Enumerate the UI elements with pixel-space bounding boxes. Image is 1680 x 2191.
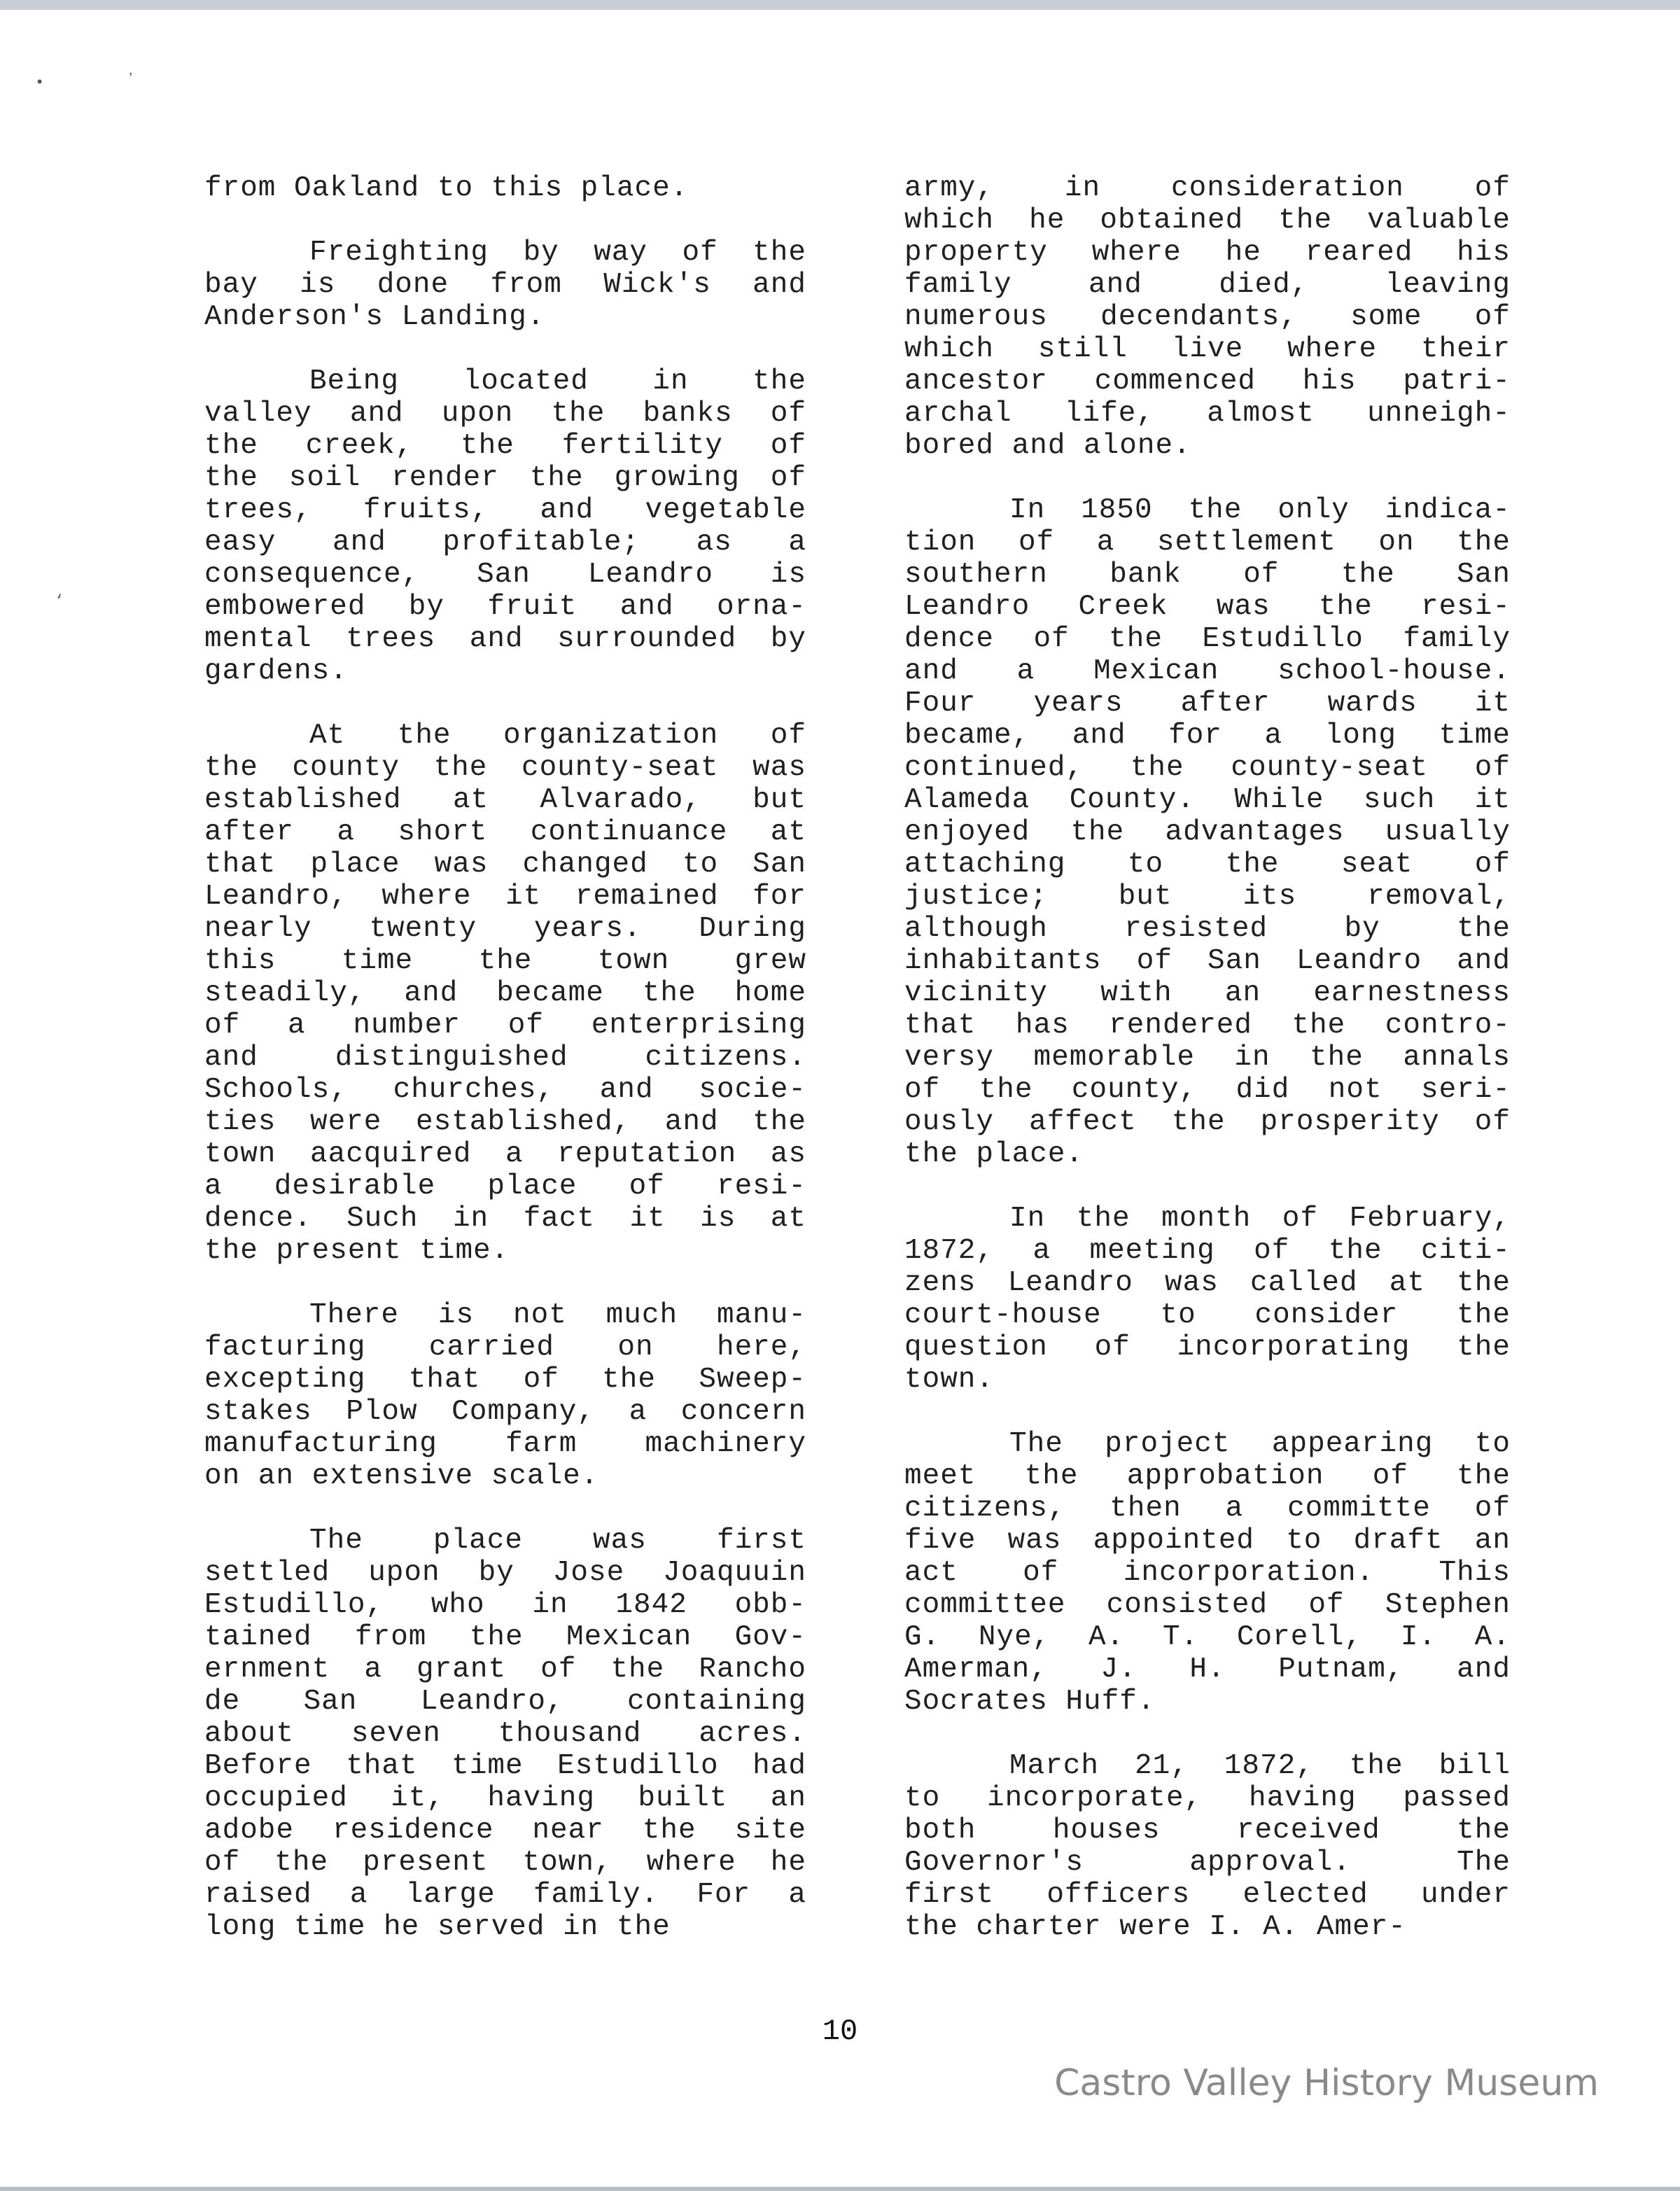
text-line: tion of a settlement on the bbox=[904, 526, 1511, 559]
text-line: stakes Plow Company, a concern bbox=[204, 1396, 806, 1428]
text-line: valley and upon the banks of bbox=[204, 398, 806, 430]
text-line: Socrates Huff. bbox=[904, 1686, 1156, 1718]
text-line: 1872, a meeting of the citi- bbox=[904, 1235, 1511, 1267]
text-line: numerous decendants, some of bbox=[904, 301, 1511, 333]
text-line: Alameda County. While such it bbox=[904, 784, 1511, 816]
paragraph bbox=[204, 1299, 806, 1492]
text-line: family and died, leaving bbox=[904, 269, 1511, 301]
scan-speck: • bbox=[35, 74, 45, 92]
text-line: which still live where their bbox=[904, 333, 1511, 365]
text-line: ties were established, and the bbox=[204, 1106, 806, 1138]
text-line: gardens. bbox=[204, 655, 348, 687]
left-text-column bbox=[204, 172, 806, 1943]
text-line: versy memorable in the annals bbox=[904, 1042, 1511, 1074]
text-line: attaching to the seat of bbox=[904, 848, 1511, 881]
text-line: nearly twenty years. During bbox=[204, 913, 806, 945]
paragraph bbox=[204, 1525, 806, 1943]
text-line: on an extensive scale. bbox=[204, 1460, 599, 1492]
text-line: five was appointed to draft an bbox=[904, 1525, 1511, 1557]
text-line: embowered by fruit and orna- bbox=[204, 591, 806, 623]
text-line: and distinguished citizens. bbox=[204, 1042, 806, 1074]
text-line: the creek, the fertility of bbox=[204, 430, 806, 462]
text-line: court-house to consider the bbox=[904, 1299, 1511, 1331]
text-line: of a number of enterprising bbox=[204, 1009, 806, 1042]
text-line: adobe residence near the site bbox=[204, 1814, 806, 1847]
text-line: although resisted by the bbox=[904, 913, 1511, 945]
page-number: 10 bbox=[822, 2015, 858, 2048]
text-line: from Oakland to this place. bbox=[204, 172, 689, 204]
text-line: The project appearing to bbox=[1009, 1428, 1511, 1460]
text-line: ancestor commenced his patri- bbox=[904, 365, 1511, 398]
paragraph bbox=[904, 494, 1511, 1170]
text-line: Schools, churches, and socie- bbox=[204, 1074, 806, 1106]
text-line: settled upon by Jose Joaquuin bbox=[204, 1557, 806, 1589]
text-line: about seven thousand acres. bbox=[204, 1718, 806, 1750]
right-text-column bbox=[904, 172, 1511, 1943]
text-line: town. bbox=[904, 1364, 995, 1396]
text-line: dence of the Estudillo family bbox=[904, 623, 1511, 655]
text-line: consequence, San Leandro is bbox=[204, 559, 806, 591]
text-line: the county the county-seat was bbox=[204, 752, 806, 784]
text-line: of the present town, where he bbox=[204, 1847, 806, 1879]
text-line: continued, the county-seat of bbox=[904, 752, 1511, 784]
paragraph bbox=[204, 172, 806, 204]
text-line: ously affect the prosperity of bbox=[904, 1106, 1511, 1138]
text-line: dence. Such in fact it is at bbox=[204, 1203, 806, 1235]
text-line: act of incorporation. This bbox=[904, 1557, 1511, 1589]
text-line: southern bank of the San bbox=[904, 559, 1511, 591]
text-line: G. Nye, A. T. Corell, I. A. bbox=[904, 1621, 1511, 1653]
text-line: inhabitants of San Leandro and bbox=[904, 945, 1511, 977]
text-line: that has rendered the contro- bbox=[904, 1009, 1511, 1042]
text-line: after a short continuance at bbox=[204, 816, 806, 848]
text-line: trees, fruits, and vegetable bbox=[204, 494, 806, 526]
text-line: the place. bbox=[904, 1138, 1084, 1170]
text-line: excepting that of the Sweep- bbox=[204, 1364, 806, 1396]
scan-speck: ‘ bbox=[55, 592, 64, 610]
text-line: first officers elected under bbox=[904, 1879, 1511, 1911]
text-line: In the month of February, bbox=[1009, 1203, 1511, 1235]
text-line: a desirable place of resi- bbox=[204, 1170, 806, 1203]
text-line: Before that time Estudillo had bbox=[204, 1750, 806, 1782]
text-line: Four years after wards it bbox=[904, 687, 1511, 720]
text-line: facturing carried on here, bbox=[204, 1331, 806, 1364]
text-line: Leandro Creek was the resi- bbox=[904, 591, 1511, 623]
text-line: army, in consideration of bbox=[904, 172, 1511, 204]
text-line: committee consisted of Stephen bbox=[904, 1589, 1511, 1621]
text-line: tained from the Mexican Gov- bbox=[204, 1621, 806, 1653]
text-line: Leandro, where it remained for bbox=[204, 881, 806, 913]
scan-speck: ʼ bbox=[126, 71, 136, 89]
paragraph bbox=[904, 1428, 1511, 1718]
text-line: mental trees and surrounded by bbox=[204, 623, 806, 655]
text-line: the charter were I. A. Amer- bbox=[904, 1911, 1406, 1943]
text-line: Freighting by way of the bbox=[309, 237, 806, 269]
text-line: and a Mexican school-house. bbox=[904, 655, 1511, 687]
text-line: zens Leandro was called at the bbox=[904, 1267, 1511, 1299]
paragraph bbox=[904, 1750, 1511, 1943]
text-line: both houses received the bbox=[904, 1814, 1511, 1847]
text-line: question of incorporating the bbox=[904, 1331, 1511, 1364]
text-line: ernment a grant of the Rancho bbox=[204, 1653, 806, 1686]
text-line: the soil render the growing of bbox=[204, 462, 806, 494]
text-line: property where he reared his bbox=[904, 237, 1511, 269]
paragraph bbox=[204, 720, 806, 1267]
text-line: established at Alvarado, but bbox=[204, 784, 806, 816]
text-line: steadily, and became the home bbox=[204, 977, 806, 1009]
text-line: meet the approbation of the bbox=[904, 1460, 1511, 1492]
text-line: manufacturing farm machinery bbox=[204, 1428, 806, 1460]
text-line: There is not much manu- bbox=[309, 1299, 806, 1331]
text-line: de San Leandro, containing bbox=[204, 1686, 806, 1718]
text-line: the present time. bbox=[204, 1235, 510, 1267]
scan-bottom-edge bbox=[0, 2187, 1680, 2191]
text-line: citizens, then a committe of bbox=[904, 1492, 1511, 1525]
text-line: that place was changed to San bbox=[204, 848, 806, 881]
scan-top-edge bbox=[0, 0, 1680, 10]
text-line: easy and profitable; as a bbox=[204, 526, 806, 559]
text-line: In 1850 the only indica- bbox=[1009, 494, 1511, 526]
text-line: enjoyed the advantages usually bbox=[904, 816, 1511, 848]
paragraph bbox=[904, 1203, 1511, 1396]
museum-watermark: Castro Valley History Museum bbox=[1054, 2062, 1599, 2104]
text-line: At the organization of bbox=[309, 720, 806, 752]
paragraph bbox=[204, 237, 806, 333]
text-line: became, and for a long time bbox=[904, 720, 1511, 752]
text-line: long time he served in the bbox=[204, 1911, 671, 1943]
text-line: to incorporate, having passed bbox=[904, 1782, 1511, 1814]
text-line: of the county, did not seri- bbox=[904, 1074, 1511, 1106]
text-line: The place was first bbox=[309, 1525, 806, 1557]
text-line: vicinity with an earnestness bbox=[904, 977, 1511, 1009]
text-line: archal life, almost unneigh- bbox=[904, 398, 1511, 430]
text-line: this time the town grew bbox=[204, 945, 806, 977]
paragraph bbox=[204, 365, 806, 687]
text-line: justice; but its removal, bbox=[904, 881, 1511, 913]
text-line: which he obtained the valuable bbox=[904, 204, 1511, 237]
text-line: bored and alone. bbox=[904, 430, 1191, 462]
text-line: Governor's approval. The bbox=[904, 1847, 1511, 1879]
text-line: Being located in the bbox=[309, 365, 806, 398]
text-line: raised a large family. For a bbox=[204, 1879, 806, 1911]
text-line: Amerman, J. H. Putnam, and bbox=[904, 1653, 1511, 1686]
text-line: bay is done from Wick's and bbox=[204, 269, 806, 301]
text-line: Estudillo, who in 1842 obb- bbox=[204, 1589, 806, 1621]
paragraph bbox=[904, 172, 1511, 462]
text-line: town aacquired a reputation as bbox=[204, 1138, 806, 1170]
text-line: Anderson's Landing. bbox=[204, 301, 545, 333]
text-line: occupied it, having built an bbox=[204, 1782, 806, 1814]
text-line: March 21, 1872, the bill bbox=[1009, 1750, 1511, 1782]
